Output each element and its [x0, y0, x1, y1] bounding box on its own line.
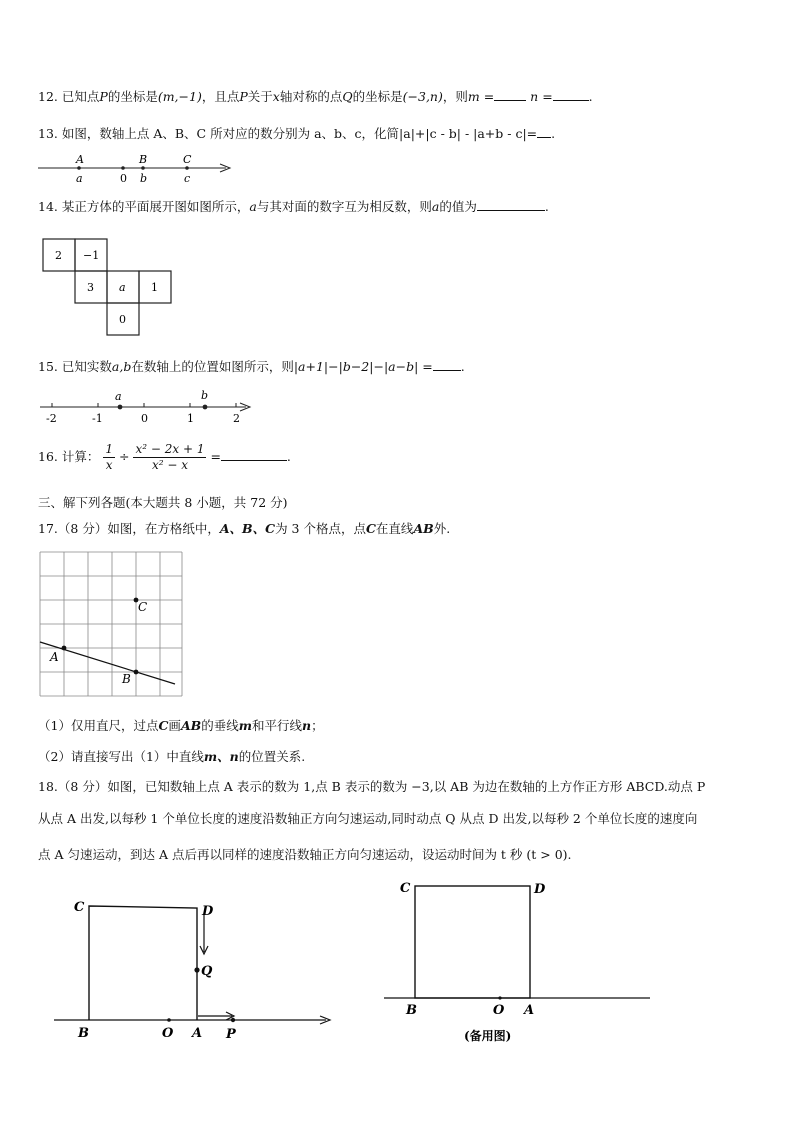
- question-14: [38, 198, 549, 216]
- q18-fig1-label-d: D: [202, 904, 214, 919]
- q14-text-a: a: [119, 281, 126, 294]
- q16-f2-numerator: x² − 2x + 1: [135, 442, 205, 456]
- q17-text-a: 如图，在方格纸中，: [107, 521, 220, 536]
- q14-text-2: 2: [55, 249, 62, 262]
- q18-line1: 如图，已知数轴上点 A 表示的数为 1,点 B 表示的数为 −3,以 AB 为边在数轴的上方作正方形 ABCD.动点 P: [107, 779, 706, 794]
- question-number: 15.: [38, 359, 58, 374]
- q18-fig2-label-b: B: [406, 1003, 417, 1018]
- q14-var-a: a: [249, 199, 257, 214]
- question-17: [38, 520, 450, 538]
- q13-number-line: [36, 152, 236, 186]
- q12-text-c: ，且点: [201, 89, 240, 104]
- q16-equals: =: [210, 449, 221, 464]
- q16-end: .: [286, 449, 291, 464]
- q12-text-e: 轴对称的点: [279, 89, 343, 104]
- q17-sub2-a: （2）请直接写出（1）中直线: [38, 749, 204, 764]
- q14-text-b: 与其对面的数字互为相反数，则: [256, 199, 432, 214]
- q17-label-a: A: [50, 650, 59, 664]
- q14-end: .: [544, 199, 549, 214]
- q13-label-c: c: [184, 172, 191, 185]
- q13-label-b: b: [140, 172, 148, 185]
- question-number: 12.: [38, 89, 58, 104]
- q15-text-a: 已知实数: [61, 359, 112, 374]
- q17-label-c: C: [138, 600, 148, 614]
- q17-subquestion-2: [38, 748, 305, 766]
- q15-tick-neg2: -2: [46, 412, 57, 425]
- question-number: 14.: [38, 199, 58, 214]
- question-15: [38, 358, 465, 376]
- q16-f1-denominator: x: [105, 458, 113, 472]
- q12-axis: x: [272, 89, 280, 104]
- q15-text-b: 在数轴上的位置如图所示，则: [131, 359, 294, 374]
- q17-point-a: [62, 646, 67, 651]
- q14-cube-net: [42, 238, 174, 336]
- q18-fig2-label-c: C: [400, 881, 411, 896]
- q15-blank[interactable]: [433, 358, 461, 371]
- section-3-title: 三、解下列各题(本大题共 8 小题，共 72 分): [38, 495, 288, 510]
- q18-fig1-label-q: Q: [201, 964, 213, 979]
- q15-point-b: [203, 405, 208, 410]
- q17-sub1-text-e: ；: [311, 718, 324, 733]
- question-18-line-1: [38, 778, 705, 796]
- q12-coord-q: (−3,n): [402, 89, 443, 104]
- q13-point-a: [77, 166, 81, 170]
- q14-text-1: 1: [151, 281, 158, 294]
- q16-f2-denominator: x² − x: [151, 458, 188, 472]
- q18-fig2-caption: (备用图): [464, 1029, 512, 1043]
- q17-grid-lines: [40, 552, 182, 696]
- q15-point-a: [118, 405, 123, 410]
- q14-text-0: 0: [119, 313, 126, 326]
- q18-fig2-square: [415, 886, 530, 998]
- q14-text-3: 3: [87, 281, 94, 294]
- q12-text-b: 的坐标是: [107, 89, 158, 104]
- q14-blank[interactable]: [477, 198, 545, 211]
- q18-fig1-square: [89, 906, 197, 1020]
- q12-n-label: n =: [530, 89, 553, 104]
- q17-line-ab: AB: [413, 521, 434, 536]
- question-18-line-3: 点 A 匀速运动，到达 A 点后再以同样的速度沿数轴正方向匀速运动，设运动时间为 t 秒 (t > 0).: [38, 847, 572, 862]
- q17-score: （8 分）: [57, 521, 108, 536]
- q18-fig1-point-p: [231, 1018, 235, 1022]
- q16-text: 计算：: [61, 449, 100, 464]
- q12-n-blank[interactable]: [553, 88, 589, 101]
- q16-f1-numerator: 1: [105, 442, 114, 456]
- q18-fig1-label-o: O: [162, 1026, 174, 1041]
- question-18-line-2: 从点 A 出发,以每秒 1 个单位长度的速度沿数轴正方向匀速运动,同时动点 Q 从点 D 出发,以每秒 2 个单位长度的速度向: [38, 811, 698, 826]
- q15-tick-neg1: -1: [92, 412, 103, 425]
- q12-m-label: m =: [467, 89, 495, 104]
- q15-tick-1: 1: [187, 412, 194, 425]
- q15-number-line: [38, 386, 254, 426]
- q12-text-g: ，则: [442, 89, 468, 104]
- q15-tick-2: 2: [233, 412, 240, 425]
- q15-vars: a,b: [111, 359, 132, 374]
- q17-sub1-n: n: [301, 718, 312, 733]
- q17-text-b: 为 3 个格点，点: [275, 521, 366, 536]
- q17-sub1-text-c: 的垂线: [201, 718, 239, 733]
- q12-coord-p: (m,−1): [157, 89, 202, 104]
- q17-sub1-b: 画: [168, 718, 181, 733]
- q17-sub1-a: （1）仅用直尺，过点: [38, 718, 159, 733]
- q16-blank[interactable]: [221, 448, 287, 461]
- q12-text-a: 已知点: [61, 89, 100, 104]
- q14-var-a2: a: [431, 199, 440, 214]
- q17-sub1-c: C: [158, 718, 169, 733]
- q17-points: A、B、C: [219, 521, 276, 536]
- question-12: [38, 88, 593, 106]
- q18-fig1-origin: [167, 1018, 171, 1022]
- q14-text-c: 的值为: [439, 199, 477, 214]
- q13-point-c: [185, 166, 189, 170]
- q17-point-b: [134, 670, 139, 675]
- q13-point-b: [141, 166, 145, 170]
- q18-figure-1: [40, 888, 340, 1048]
- question-number: 17.: [38, 521, 58, 536]
- q15-tick-0: 0: [141, 412, 148, 425]
- q17-sub1-m: m: [238, 718, 252, 733]
- q12-point-p2: P: [239, 89, 248, 104]
- q18-fig1-label-c: C: [74, 900, 85, 915]
- q17-grid-figure: [38, 550, 184, 698]
- q12-point-q: Q: [342, 89, 353, 104]
- q18-fig2-label-a: A: [524, 1003, 535, 1018]
- question-16: [38, 440, 291, 474]
- q13-text: 如图，数轴上点 A、B、C 所对应的数分别为 a、b、c，化简|a|+|c - b| - |a+b - c|=: [61, 126, 538, 141]
- q15-label-a: a: [115, 390, 122, 403]
- q13-origin-dot: [121, 166, 125, 170]
- q13-label-C: C: [183, 153, 192, 166]
- question-number: 18.: [38, 779, 58, 794]
- q13-label-B: B: [139, 153, 148, 166]
- q18-fig2-origin: [498, 996, 501, 999]
- question-number: 16.: [38, 449, 58, 464]
- q18-fig2-label-d: D: [534, 882, 546, 897]
- q14-text-neg1: −1: [83, 249, 100, 262]
- q16-fraction-1: [103, 442, 115, 473]
- q17-text-c: 在直线: [375, 521, 414, 536]
- q12-end: .: [588, 89, 593, 104]
- q18-fig1-point-q: [194, 967, 199, 972]
- question-13: [38, 125, 555, 143]
- q18-fig1-label-p: P: [226, 1027, 236, 1042]
- q16-divide: ÷: [119, 449, 130, 464]
- q17-sub1-text-d: 和平行线: [251, 718, 302, 733]
- q14-text-a: 某正方体的平面展开图如图所示，: [61, 199, 250, 214]
- q13-label-a: a: [76, 172, 83, 185]
- q18-figure-2: [382, 874, 654, 1050]
- q17-sub1-ab: AB: [180, 718, 202, 733]
- q13-label-A: A: [76, 153, 84, 166]
- q18-fig1-label-b: B: [78, 1026, 89, 1041]
- q17-label-b: B: [122, 672, 131, 686]
- q15-expr: |a+1|−|b−2|−|a−b| =: [293, 359, 433, 374]
- q18-fig1-label-a: A: [192, 1026, 203, 1041]
- q17-sub2-mn: m、n: [203, 749, 239, 764]
- q12-point-p: P: [99, 89, 108, 104]
- q12-text-f: 的坐标是: [352, 89, 403, 104]
- q17-subquestion-1: [38, 717, 324, 735]
- q17-sub2-b: 的位置关系.: [238, 749, 306, 764]
- q18-score: （8 分）: [57, 779, 108, 794]
- q12-m-blank[interactable]: [494, 88, 526, 101]
- q13-end: .: [551, 126, 556, 141]
- q13-blank[interactable]: [537, 125, 551, 138]
- q17-text-d: 外.: [433, 521, 451, 536]
- q12-text-d: 关于: [247, 89, 273, 104]
- question-number: 13.: [38, 126, 58, 141]
- q16-fraction-2: [133, 442, 206, 473]
- q15-label-b: b: [201, 389, 209, 402]
- q17-point-c: C: [365, 521, 376, 536]
- q13-label-0: 0: [120, 172, 127, 185]
- q15-end: .: [460, 359, 465, 374]
- q18-fig2-label-o: O: [493, 1003, 505, 1018]
